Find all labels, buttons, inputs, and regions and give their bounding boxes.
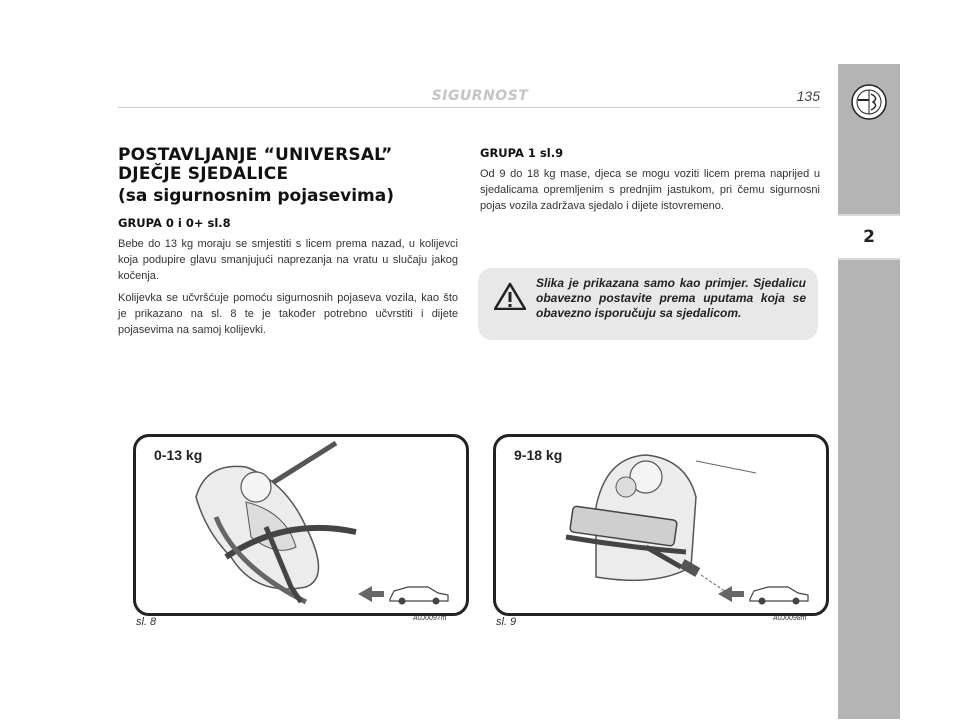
right-column [480,146,820,220]
chapter-number: 2 [838,214,900,260]
group-0-paragraph-2: Kolijevka se učvršćuje pomoću sigurnosnih pojaseva vozila, kao što je prikazano na sl. 8 te je također potrebno učvrstiti i dijete pojasevima na samoj kolijevki. [118,292,458,336]
warning-text: Slika je prikazana samo kao primjer. Sjedalicu obavezno postavite prema uputama koja se obavezno isporučuju sa sjedalicom. [536,276,806,320]
figure-8-code: A0J0097m [413,615,447,622]
side-tab [838,64,900,719]
left-column [118,146,458,344]
figure-9-weight-label: 9-18 kg [514,447,563,463]
figure-8-weight-label: 0-13 kg [154,447,203,463]
figure-8-caption: sl. 8 [136,616,157,628]
page-number: 135 [796,88,820,104]
section-title: SIGURNOST [431,88,529,104]
heading-line3: (sa sigurnosnim pojasevima) [118,186,395,206]
heading-line1: POSTAVLJANJE “UNIVERSAL” [118,145,393,165]
figure-9-caption: sl. 9 [496,616,517,628]
figure-9-code: A0J0098m [773,615,807,622]
car-direction-icon [356,581,451,607]
warning-triangle-icon [494,282,526,310]
warning-box [478,268,818,340]
car-direction-icon [716,581,811,607]
alfa-romeo-logo-icon [851,84,887,120]
heading-line2: DJEČJE SJEDALICE [118,164,289,184]
group-1-subheading: GRUPA 1 sl.9 [480,146,564,160]
header-rule [118,107,820,108]
group-0-subheading: GRUPA 0 i 0+ sl.8 [118,216,231,230]
figure-9 [493,434,829,616]
group-1-paragraph-1: Od 9 do 18 kg mase, djeca se mogu voziti licem prema naprijed u sjedalicama opremljenim s prednjim jastukom, pri čemu sigurnosni pojas vozila zadržava sjedalo i dijete istovremeno. [480,168,820,212]
group-0-paragraph-1: Bebe do 13 kg moraju se smjestiti s licem prema nazad, u kolijevci koja podupire glavu smanjujući naprezanja na vratu u slučaju jakog kočenja. [118,238,458,282]
figure-8 [133,434,469,616]
